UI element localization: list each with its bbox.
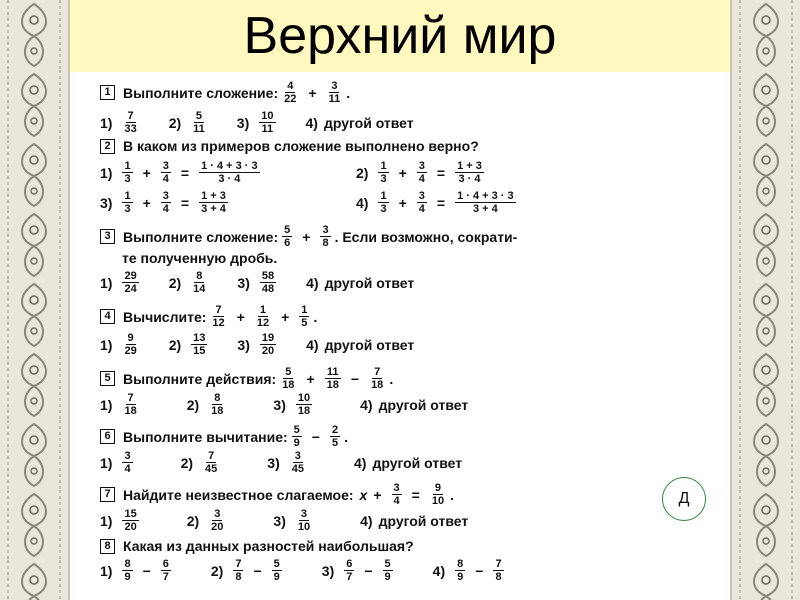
question-3: 3 Выполните сложение: $\frac{5}{6}$ + $\frac{3}{8}$ . Если возможно, сократи- xyxy=(100,224,517,249)
question-3-options xyxy=(100,270,440,295)
option: 4) другой ответ xyxy=(353,454,463,471)
operator: + xyxy=(308,84,317,101)
question-2-options-row1 xyxy=(100,160,514,185)
fraction: $\frac{4}{22}$ xyxy=(284,80,297,105)
question-number: 6 xyxy=(100,429,115,444)
question-text: В каком из примеров сложение выполнено верно? xyxy=(123,138,479,154)
option: 1) $\frac{1}{3}$ + $\frac{3}{4}$ = $\frac{1 \cdot 4 + 3 \cdot 3}{3 \cdot 4}$ xyxy=(100,160,258,185)
period: . xyxy=(346,84,351,101)
question-1-options xyxy=(100,110,440,135)
question-4: 4 Вычислите: $\frac{7}{12}$ + $\frac{1}{12}$ + $\frac{1}{5}$ . xyxy=(100,304,317,329)
option: 2) $\frac{7}{8}$ − $\frac{5}{9}$ xyxy=(210,558,280,583)
question-4-options xyxy=(100,332,440,357)
question-8-options xyxy=(100,558,534,583)
question-number: 1 xyxy=(100,85,115,100)
question-text-cont: . Если возможно, сократи- xyxy=(334,228,518,245)
question-7: 7 Найдите неизвестное слагаемое: x + $\frac{3}{4}$ = $\frac{9}{10}$ . xyxy=(100,482,454,507)
question-2 xyxy=(100,138,479,154)
question-number: 3 xyxy=(100,229,115,244)
fraction: $\frac{3}{11}$ xyxy=(328,80,341,105)
question-text: Найдите неизвестное слагаемое: xyxy=(123,486,354,503)
option: 2) $\frac{8}{18}$ xyxy=(186,392,224,417)
question-1 xyxy=(100,80,350,105)
question-3-line2: те полученную дробь. xyxy=(122,250,278,266)
option: 3) $\frac{6}{7}$ − $\frac{5}{9}$ xyxy=(321,558,391,583)
option: 4) другой ответ xyxy=(305,114,414,131)
question-2-options-row2 xyxy=(100,190,546,215)
option: 3) $\frac{19}{20}$ xyxy=(237,332,275,357)
option: 2) $\frac{5}{11}$ xyxy=(168,110,205,135)
option: 3) $\frac{10}{11}$ xyxy=(236,110,274,135)
question-number: 7 xyxy=(100,487,115,502)
question-number: 5 xyxy=(100,371,115,386)
question-number: 2 xyxy=(100,139,115,154)
question-text: Выполните вычитание: xyxy=(123,428,288,445)
right-ornament-border xyxy=(730,0,800,600)
question-8 xyxy=(100,538,414,554)
left-ornament-border xyxy=(0,0,70,600)
option: 3) $\frac{10}{18}$ xyxy=(273,392,311,417)
question-text: Выполните сложение: xyxy=(123,84,279,101)
d-button[interactable]: Д xyxy=(662,477,706,521)
question-6-options xyxy=(100,450,488,475)
option: 2) $\frac{7}{45}$ xyxy=(180,450,218,475)
question-6: 6 Выполните вычитание: $\frac{5}{9}$ − $\frac{2}{5}$ . xyxy=(100,424,348,449)
option: 3) $\frac{58}{48}$ xyxy=(237,270,275,295)
question-text: Выполните действия: xyxy=(123,370,277,387)
worksheet xyxy=(100,76,730,600)
option: 4) другой ответ xyxy=(306,336,415,353)
option: 2) $\frac{13}{15}$ xyxy=(168,332,206,357)
option: 2) $\frac{3}{20}$ xyxy=(186,508,224,533)
option: 4) другой ответ xyxy=(306,274,415,291)
option: 4) другой ответ xyxy=(360,396,469,413)
option: 1) $\frac{8}{9}$ − $\frac{6}{7}$ xyxy=(100,558,169,583)
option: 3) $\frac{3}{10}$ xyxy=(273,508,311,533)
question-5-options xyxy=(100,392,494,417)
page-title: Верхний мир xyxy=(243,7,557,65)
option: 4) другой ответ xyxy=(360,512,469,529)
option: 3) $\frac{1}{3}$ + $\frac{3}{4}$ = $\frac{1 + 3}{3 + 4}$ xyxy=(100,190,226,215)
option: 1) $\frac{29}{24}$ xyxy=(100,270,137,295)
option: 3) $\frac{3}{45}$ xyxy=(267,450,304,475)
option: 1) $\frac{7}{33}$ xyxy=(100,110,137,135)
question-text: Выполните сложение: xyxy=(123,228,279,245)
option: 2) $\frac{1}{3}$ + $\frac{3}{4}$ = $\frac{1 + 3}{3 \cdot 4}$ xyxy=(356,160,482,185)
question-number: 4 xyxy=(100,309,115,324)
option: 1) $\frac{3}{4}$ xyxy=(100,450,131,475)
option: 4) $\frac{8}{9}$ − $\frac{7}{8}$ xyxy=(432,558,502,583)
option: 2) $\frac{8}{14}$ xyxy=(168,270,206,295)
question-text: Какая из данных разностей наибольшая? xyxy=(123,538,414,554)
question-5: 5 Выполните действия: $\frac{5}{18}$ + $\frac{11}{18}$ − $\frac{7}{18}$ . xyxy=(100,366,393,391)
option: 4) $\frac{1}{3}$ + $\frac{3}{4}$ = $\frac{1 \cdot 4 + 3 \cdot 3}{3 + 4}$ xyxy=(356,190,514,215)
question-7-options xyxy=(100,508,494,533)
option: 1) $\frac{15}{20}$ xyxy=(100,508,137,533)
option: 1) $\frac{7}{18}$ xyxy=(100,392,137,417)
option: 1) $\frac{9}{29}$ xyxy=(100,332,137,357)
question-text: Вычислите: xyxy=(123,308,207,325)
question-number: 8 xyxy=(100,539,115,554)
